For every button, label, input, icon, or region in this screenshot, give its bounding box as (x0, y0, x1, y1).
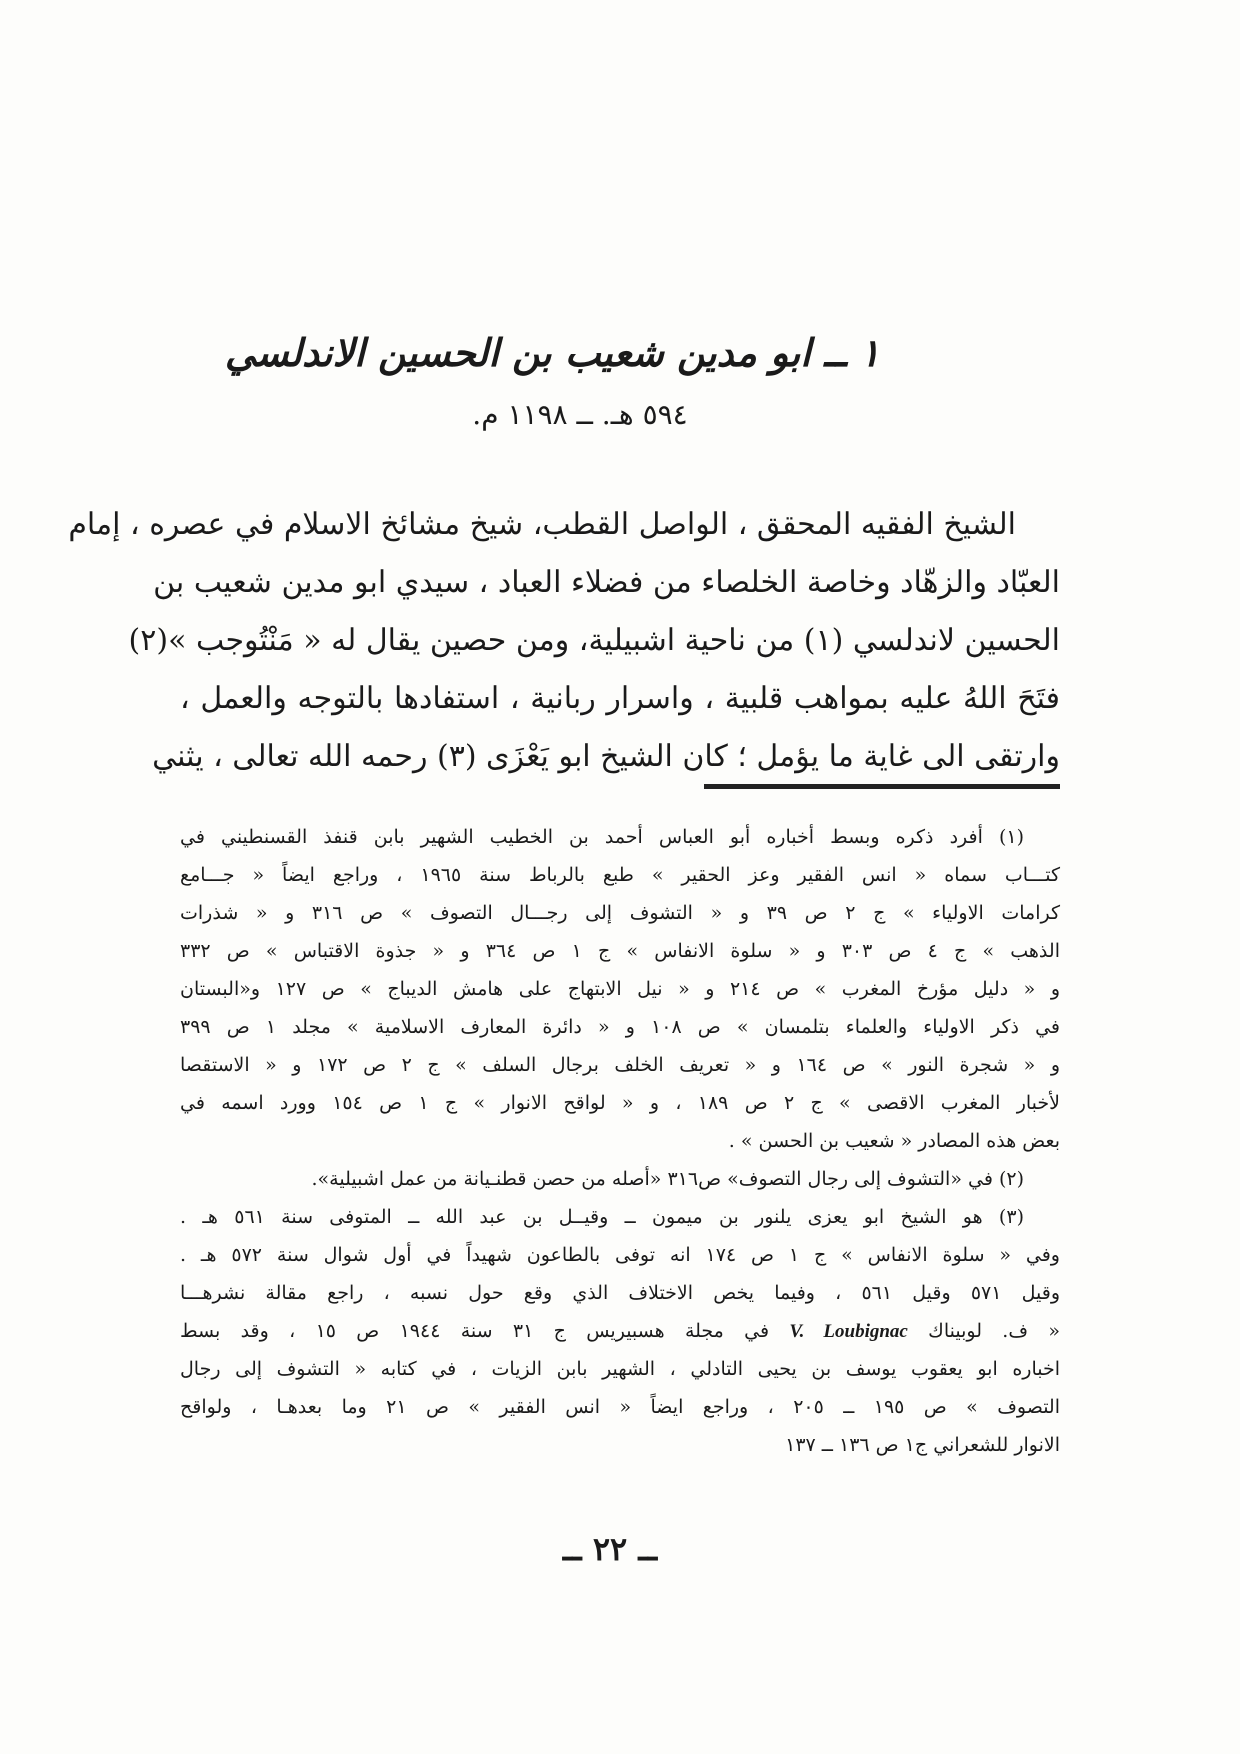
footnote-1-line: (١) أفرد ذكره وبسط أخباره أبو العباس أحمد بن الخطيب الشهير بابن قنفذ القسنطيني في (180, 826, 1024, 848)
page-number: ــ ٢٢ ــ (562, 1530, 658, 1568)
entry-dates: ٥٩٤ هـ. ــ ١١٩٨ م. (472, 398, 688, 431)
footnote-1-line: لأخبار المغرب الاقصى » ج ٢ ص ١٨٩ ، و « لواقح الانوار » ج ١ ص ١٥٤ وورد اسمه في (180, 1092, 1060, 1114)
footnote-3-line: (٣) هو الشيخ ابو يعزى يلنور بن ميمون ــ وقيــل بن عبد الله ــ المتوفى سنة ٥٦١ هـ . (180, 1206, 1024, 1228)
main-paragraph (68, 496, 1060, 786)
footnote-1-line: بعض هذه المصادر « شعيب بن الحسن » . (728, 1130, 1060, 1152)
footnote-1-line: الذهب » ج ٤ ص ٣٠٣ و « سلوة الانفاس » ج ١ ص ٣٦٤ و « جذوة الاقتباس » ص ٣٣٢ (180, 940, 1060, 962)
footnote-2: (٢) في «التشوف إلى رجال التصوف» ص٣١٦ «أصله من حصن قطنـيانة من عمل اشبيلية». (311, 1168, 1024, 1190)
footnote-1-line: و « شجرة النور » ص ١٦٤ و « تعريف الخلف برجال السلف » ج ٢ ص ١٧٢ و « الاستقصا (180, 1054, 1060, 1076)
footnote-3-suffix: في مجلة هسبيريس ج ٣١ سنة ١٩٤٤ ص ١٥ ، وقد بسط (180, 1320, 770, 1342)
footnote-3-line-latin (180, 1312, 1060, 1350)
author-latin-name: V. Loubignac (789, 1321, 908, 1342)
footnote-3-line: وفي « سلوة الانفاس » ج ١ ص ١٧٤ انه توفى بالطاعون شهيداً في أول شوال سنة ٥٧٢ هـ . (180, 1244, 1060, 1266)
footnote-1-line: في ذكر الاولياء والعلماء بتلمسان » ص ١٠٨ و « دائرة المعارف الاسلامية » مجلد ١ ص ٣٩٩ (180, 1016, 1060, 1038)
footnote-divider (704, 784, 1060, 789)
body-line: العبّاد والزهّاد وخاصة الخلصاء من فضلاء العباد ، سيدي ابو مدين شعيب بن (153, 565, 1060, 600)
footnote-3-line: التصوف » ص ١٩٥ ــ ٢٠٥ ، وراجع ايضاً « انس الفقير » ص ٢١ وما بعدهـا ، ولواقح (180, 1396, 1060, 1418)
footnotes (180, 818, 1060, 1464)
body-line: الشيخ الفقيه المحقق ، الواصل القطب، شيخ مشائخ الاسلام في عصره ، إمام (68, 507, 1016, 542)
body-line: وارتقى الى غاية ما يؤمل ؛ كان الشيخ ابو يَعْزَى (٣) رحمه الله تعالى ، يثني (152, 739, 1060, 774)
entry-title: ١ ــ ابو مدين شعيب بن الحسين الاندلسي (224, 330, 880, 375)
footnote-1-line: كتـــاب سماه « انس الفقير وعز الحقير » طبع بالرباط سنة ١٩٦٥ ، وراجع ايضاً « جـــامع (180, 864, 1061, 886)
body-line: الحسين لاندلسي (١) من ناحية اشبيلية، ومن حصين يقال له « مَنْتُوجب »(٢) (128, 623, 1060, 658)
footnote-3-line: الانوار للشعراني ج١ ص ١٣٦ ــ ١٣٧ (785, 1434, 1060, 1456)
footnote-1-line: و « دليل مؤرخ المغرب » ص ٢١٤ و « نيل الابتهاج على هامش الديباج » ص ١٢٧ و«البستان (180, 978, 1060, 1000)
body-line: فتَحَ اللهُ عليه بمواهب قلبية ، واسرار ربانية ، استفادها بالتوجه والعمل ، (180, 681, 1060, 716)
footnote-3-line: اخباره ابو يعقوب يوسف بن يحيى التادلي ، الشهير بابن الزيات ، في كتابه « التشوف إلى رجال (180, 1358, 1060, 1380)
footnote-1-line: كرامات الاولياء » ج ٢ ص ٣٩ و « التشوف إلى رجـــال التصوف » ص ٣١٦ و « شذرات (180, 902, 1060, 924)
footnote-3-line: وقيل ٥٧١ وقيل ٥٦١ ، وفيما يخص الاختلاف الذي وقع حول نسبه ، راجع مقالة نشرهـــا (180, 1282, 1061, 1304)
footnote-3-prefix: « ف. لوبيناك (928, 1320, 1060, 1342)
